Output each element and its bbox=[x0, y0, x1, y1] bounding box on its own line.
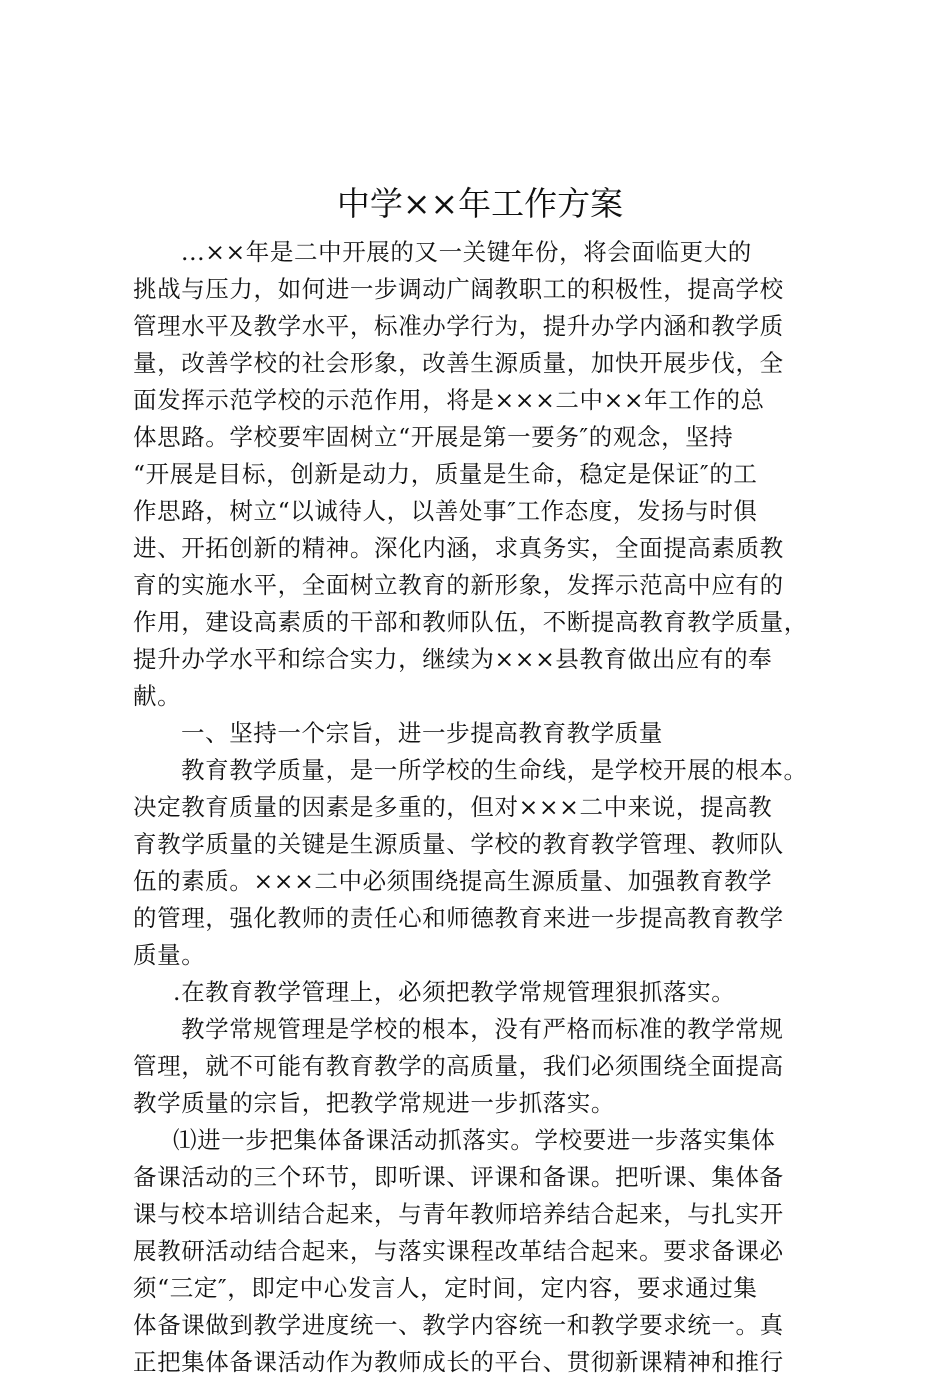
paragraph-line: 教育教学质量，是一所学校的生命线，是学校开展的根本。 bbox=[181, 756, 808, 784]
paragraph-line: 进、开拓创新的精神。深化内涵，求真务实，全面提高素质教 bbox=[133, 534, 784, 562]
paragraph-line: 量，改善学校的社会形象，改善生源质量，加快开展步伐，全 bbox=[133, 349, 784, 377]
paragraph-line: 质量。 bbox=[133, 941, 206, 969]
paragraph-line: 决定教育质量的因素是多重的，但对×××二中来说，提高教 bbox=[133, 793, 773, 821]
paragraph-line: 展教研活动结合起来，与落实课程改革结合起来。要求备课必 bbox=[133, 1237, 784, 1265]
paragraph-line: “开展是目标，创新是动力，质量是生命，稳定是保证″的工 bbox=[133, 460, 758, 488]
document-body bbox=[133, 234, 843, 1381]
paragraph-line: 教学质量的宗旨，把教学常规进一步抓落实。 bbox=[133, 1089, 615, 1117]
paragraph-line: 献。 bbox=[133, 682, 182, 710]
paragraph-line: 伍的素质。×××二中必须围绕提高生源质量、加强教育教学 bbox=[133, 867, 773, 895]
paragraph-line: 管理水平及教学水平，标准办学行为，提升办学内涵和教学质 bbox=[133, 312, 784, 340]
paragraph-line: 体思路。学校要牢固树立“开展是第一要务″的观念，坚持 bbox=[133, 423, 734, 451]
paragraph-line: 管理，就不可能有教育教学的高质量，我们必须围绕全面提高 bbox=[133, 1052, 784, 1080]
paragraph-line: 备课活动的三个环节，即听课、评课和备课。把听课、集体备 bbox=[133, 1163, 784, 1191]
subsection-heading: .在教育教学管理上，必须把教学常规管理狠抓落实。 bbox=[173, 978, 736, 1006]
paragraph-line: 须“三定″，即定中心发言人，定时间，定内容，要求通过集 bbox=[133, 1274, 758, 1302]
document-title: 中学××年工作方案 bbox=[336, 184, 624, 223]
paragraph-line: ⑴进一步把集体备课活动抓落实。学校要进一步落实集体 bbox=[173, 1126, 776, 1154]
paragraph-line: 育的实施水平，全面树立教育的新形象，发挥示范高中应有的 bbox=[133, 571, 784, 599]
paragraph-line: 教学常规管理是学校的根本，没有严格而标准的教学常规 bbox=[181, 1015, 784, 1043]
paragraph-line: 体备课做到教学进度统一、教学内容统一和教学要求统一。真 bbox=[133, 1311, 784, 1339]
paragraph-line: 的管理，强化教师的责任心和师德教育来进一步提高教育教学 bbox=[133, 904, 784, 932]
paragraph-line: ...××年是二中开展的又一关键年份，将会面临更大的 bbox=[181, 238, 752, 266]
paragraph-line: 挑战与压力，如何进一步调动广阔教职工的积极性，提高学校 bbox=[133, 275, 784, 303]
paragraph-line: 育教学质量的关键是生源质量、学校的教育教学管理、教师队 bbox=[133, 830, 784, 858]
paragraph-line: 提升办学水平和综合实力，继续为×××县教育做出应有的奉 bbox=[133, 645, 773, 673]
paragraph-line: 正把集体备课活动作为教师成长的平台、贯彻新课精神和推行 bbox=[133, 1348, 784, 1376]
paragraph-line: 作用，建设高素质的干部和教师队伍，不断提高教育教学质量， bbox=[133, 608, 808, 636]
paragraph-line: 作思路，树立“以诚待人，以善处事″工作态度，发扬与时俱 bbox=[133, 497, 758, 525]
paragraph-line: 面发挥示范学校的示范作用，将是×××二中××年工作的总 bbox=[133, 386, 765, 414]
paragraph-line: 课与校本培训结合起来，与青年教师培养结合起来，与扎实开 bbox=[133, 1200, 784, 1228]
section-heading: 一、坚持一个宗旨，进一步提高教育教学质量 bbox=[181, 719, 663, 747]
